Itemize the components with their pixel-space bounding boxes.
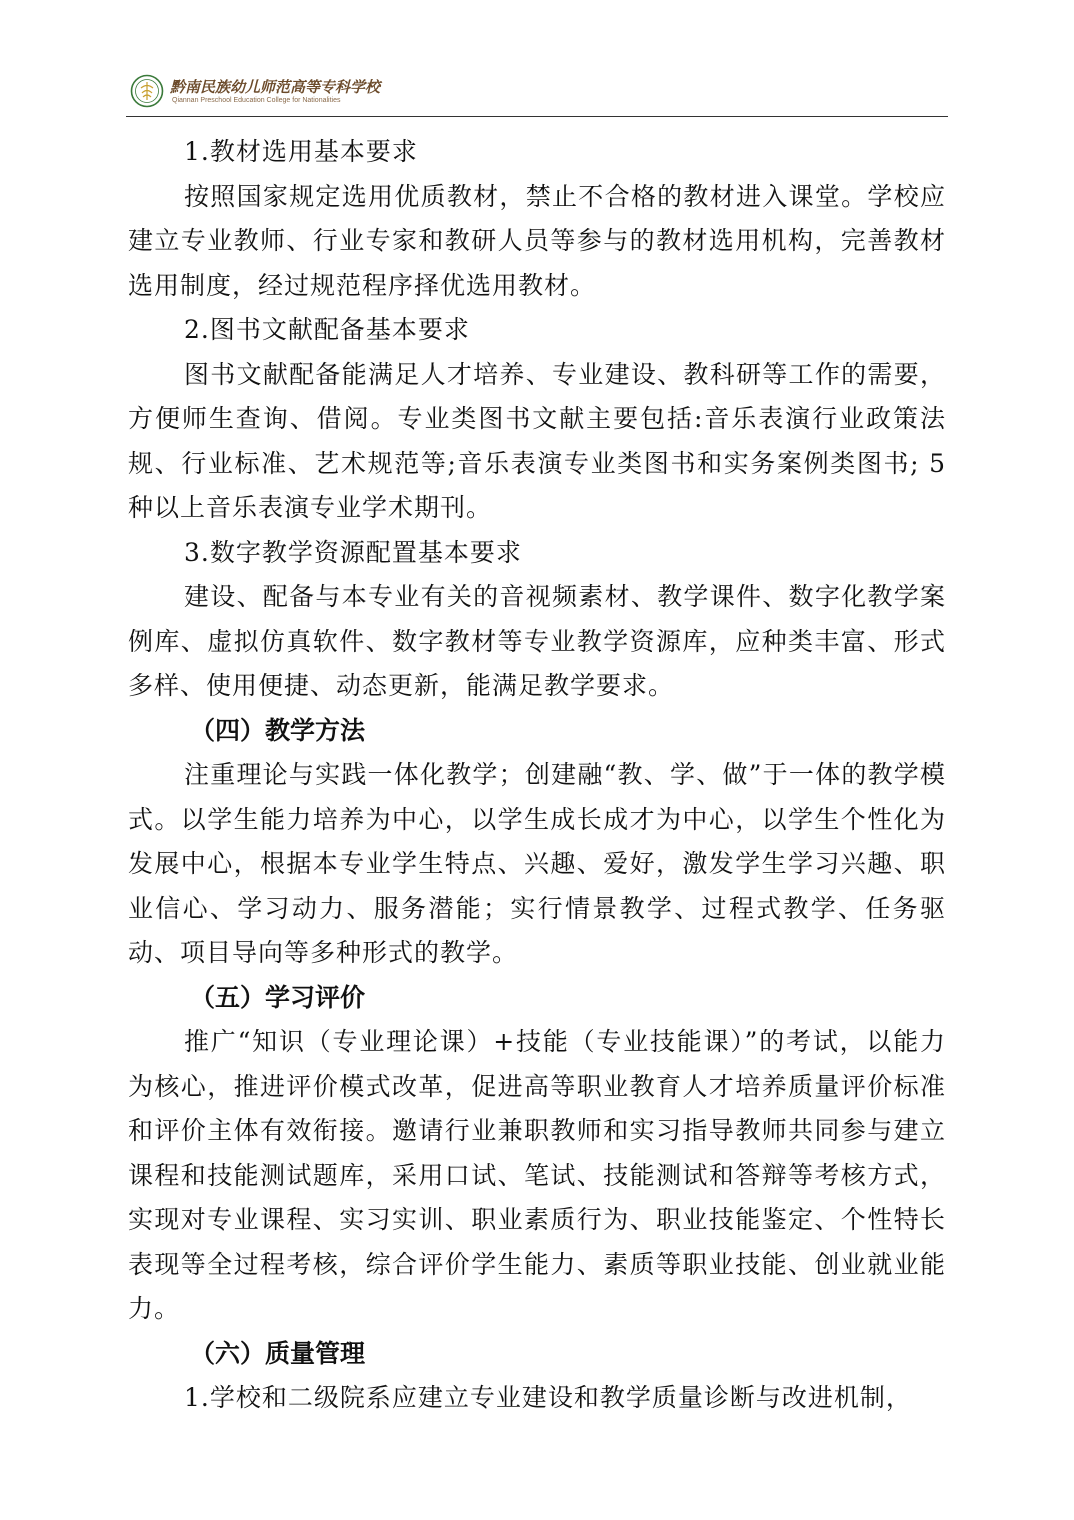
section-title: 1.教材选用基本要求 xyxy=(184,137,418,166)
section-title: 3.数字教学资源配置基本要求 xyxy=(184,537,522,567)
paragraph: 图书文献配备能满足人才培养、专业建设、教科研等工作的需要，方便师生查询、借阅。专业类图书文献主要包括:音乐表演行业政策法规、行业标准、艺术规范等;音乐表演专业类图书和实务案例类图书; 5种以上音乐表演专业学术期刊。 xyxy=(128,359,946,522)
document-body xyxy=(128,130,946,1421)
paragraph: 按照国家规定选用优质教材，禁止不合格的教材进入课堂。学校应建立专业教师、行业专家和教研人员等参与的教材选用机构，完善教材选用制度，经过规范程序择优选用教材。 xyxy=(128,181,946,300)
school-seal-icon xyxy=(130,74,164,108)
school-name-en: Qiannan Preschool Education College for Nationalities xyxy=(172,97,341,104)
page-header xyxy=(126,70,948,117)
school-name: 黔南民族幼儿师范高等专科学校 xyxy=(170,78,381,96)
section-heading: （六）质量管理 xyxy=(190,1338,366,1368)
section-heading: （五）学习评价 xyxy=(190,982,366,1012)
paragraph: 注重理论与实践一体化教学；创建融“教、学、做”于一体的教学模式。以学生能力培养为中心，以学生成长成才为中心，以学生个性化为发展中心，根据本专业学生特点、兴趣、爱好，激发学生学习兴趣、职业信心、学习动力、服务潜能；实行情景教学、过程式教学、任务驱动、项目导向等多种形式的教学。 xyxy=(128,760,946,967)
paragraph: 1.学校和二级院系应建立专业建设和教学质量诊断与改进机制， xyxy=(184,1383,912,1412)
paragraph: 建设、配备与本专业有关的音视频素材、教学课件、数字化教学案例库、虚拟仿真软件、数字教材等专业教学资源库，应种类丰富、形式多样、使用便捷、动态更新，能满足教学要求。 xyxy=(128,582,946,700)
section-heading: （四）教学方法 xyxy=(190,715,366,745)
section-title: 2.图书文献配备基本要求 xyxy=(184,315,470,344)
paragraph: 推广“知识（专业理论课）+技能（专业技能课）”的考试，以能力为核心，推进评价模式改革，促进高等职业教育人才培养质量评价标准和评价主体有效衔接。邀请行业兼职教师和实习指导教师共同参与建立课程和技能测试题库，采用口试、笔试、技能测试和答辩等考核方式，实现对专业课程、实习实训、职业素质行为、职业技能鉴定、个性特长表现等全过程考核，综合评价学生能力、素质等职业技能、创业就业能力。 xyxy=(128,1027,946,1323)
